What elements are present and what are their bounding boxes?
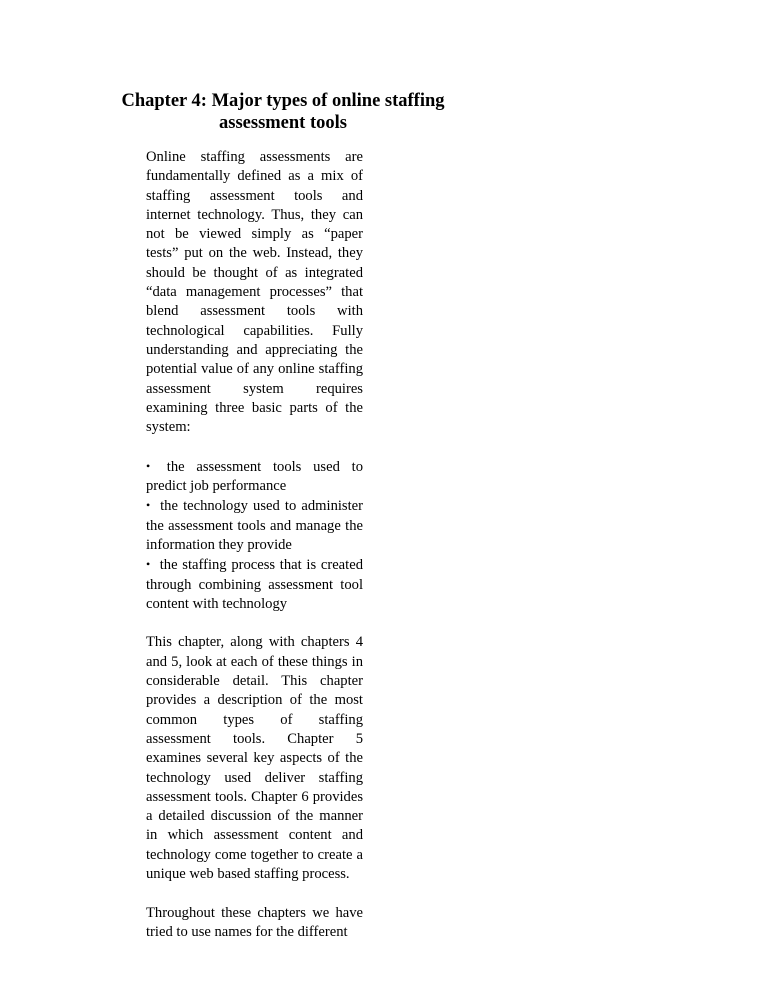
body-column	[146, 148, 363, 961]
chapter-title	[118, 90, 448, 134]
bullet-text: the staffing process that is created through combining assessment tool content with technology	[146, 557, 363, 612]
bullet-text: the assessment tools used to predict job performance	[146, 458, 363, 495]
chapter-title-line-2: assessment tools	[219, 113, 347, 133]
bullet-item	[146, 496, 363, 555]
chapter-overview-paragraph: This chapter, along with chapters 4 and 5, look at each of these things in considerable detail. This chapter provides a description of the most common types of staffing assessment tools. Chapter 5 examines several key aspects of the technology used deliver staffing assessment tools. Chapter 6 provides a detailed discussion of the manner in which assessment content and technology come together to create a unique web based staffing process.	[146, 634, 363, 882]
bullet-item	[146, 555, 363, 614]
intro-paragraph: Online staffing assessments are fundamentally defined as a mix of staffing assessment tools and internet technology. Thus, they can not be viewed simply as “paper tests” put on the web. Instead, they should be thought of as integrated “data management processes” that blend assessment tools with technological capabilities. Fully understanding and appreciating the potential value of any online staffing assessment system requires examining three basic parts of the system:	[146, 149, 363, 436]
naming-paragraph: Throughout these chapters we have tried to use names for the different	[146, 904, 363, 940]
bullet-text: the technology used to administer the assessment tools and manage the information they provide	[146, 498, 363, 553]
chapter-title-line-1: Chapter 4: Major types of online staffing	[121, 91, 445, 111]
bullet-icon: •	[146, 458, 151, 473]
bullet-list	[146, 457, 363, 614]
bullet-icon: •	[146, 557, 151, 572]
bullet-item	[146, 457, 363, 497]
bullet-icon: •	[146, 498, 151, 513]
